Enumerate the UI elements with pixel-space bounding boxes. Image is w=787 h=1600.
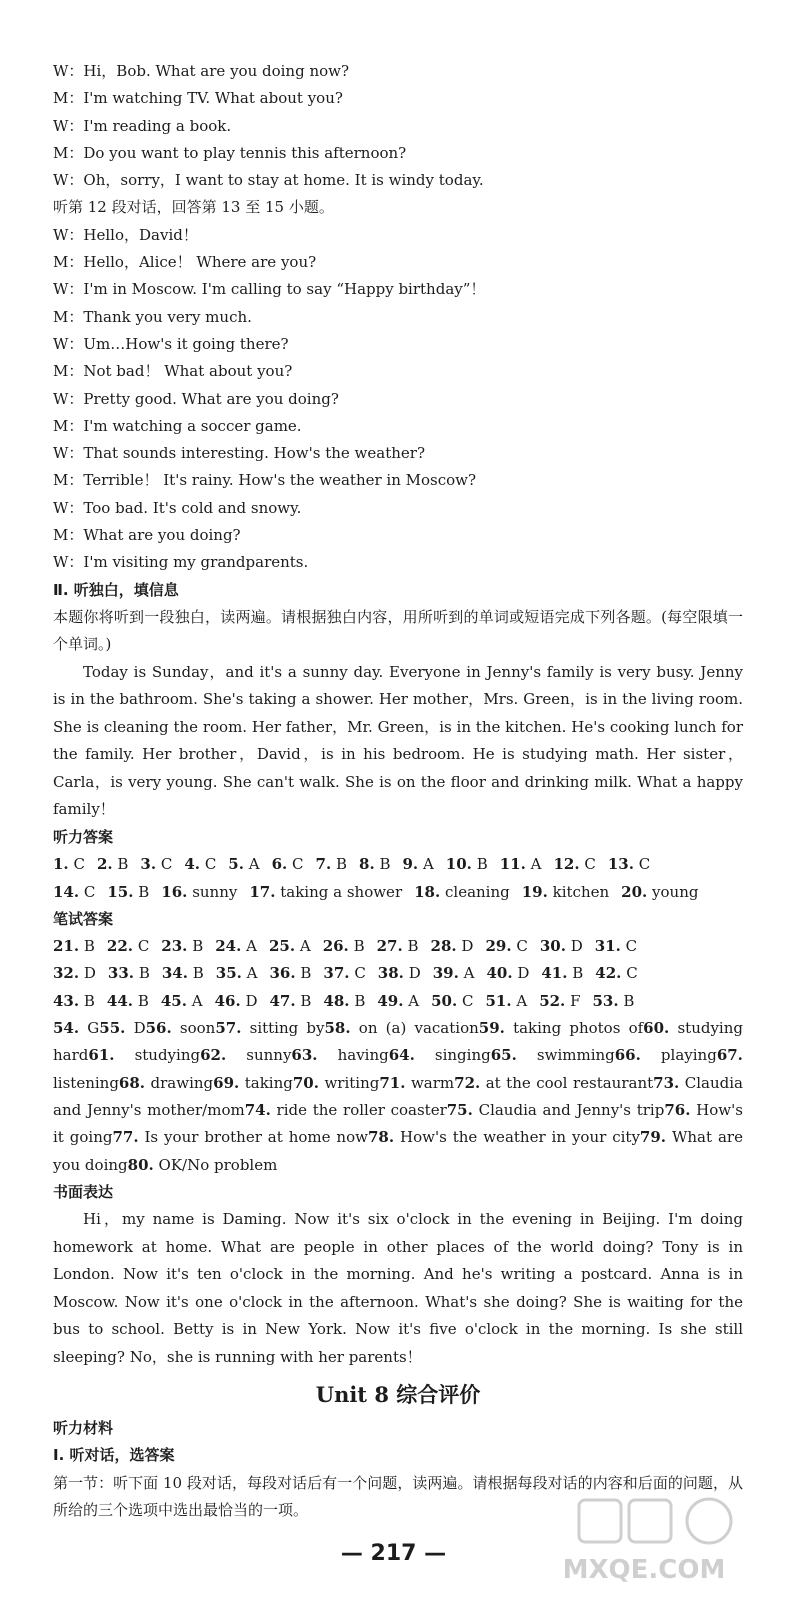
- answer-value: sunny: [246, 1046, 292, 1065]
- answer-number: 10.: [445, 855, 472, 874]
- answer-value: G: [87, 1019, 100, 1038]
- answer-item: [491, 1046, 615, 1064]
- answer-item: [323, 992, 365, 1010]
- written-answers-choices: [53, 933, 743, 1015]
- answer-item: [615, 1046, 717, 1064]
- dialog-line: W：Oh，sorry，I want to stay at home. It is windy today.: [53, 171, 484, 190]
- answer-value: D: [461, 937, 474, 956]
- answer-number: 66.: [614, 1046, 641, 1065]
- unit-title: Unit 8 综合评价: [315, 1382, 481, 1408]
- answer-number: 11.: [499, 855, 526, 874]
- answer-value: B: [138, 882, 150, 901]
- section-heading-monologue: Ⅱ. 听独白，填信息: [53, 580, 179, 599]
- answer-number: 31.: [594, 937, 621, 956]
- answer-value: drawing: [150, 1073, 214, 1092]
- answer-value: at the cool restaurant: [485, 1073, 654, 1092]
- answer-value: Claudia and Jenny's trip: [478, 1100, 665, 1119]
- answer-item: [215, 1019, 324, 1037]
- answer-number: 48.: [323, 991, 350, 1010]
- answer-number: 23.: [161, 937, 188, 956]
- answer-value: studying: [134, 1046, 201, 1065]
- answer-item: [215, 992, 258, 1010]
- answer-value: C: [83, 882, 96, 901]
- part1-instruction: 第一节：听下面 10 段对话，每段对话后有一个问题，读两遍。请根据每段对话的内容和后面的问题，从所给的三个选项中选出最恰当的一项。: [53, 1473, 743, 1520]
- answer-value: OK/No problem: [158, 1155, 278, 1174]
- answer-number: 7.: [315, 855, 332, 874]
- answer-item: [53, 992, 95, 1010]
- answer-value: writing: [324, 1073, 380, 1092]
- answer-value: B: [300, 991, 312, 1010]
- answer-number: 64.: [388, 1046, 415, 1065]
- answer-number: 43.: [53, 991, 80, 1010]
- answer-number: 70.: [292, 1073, 319, 1092]
- dialog-line: M：Terrible！ It's rainy. How's the weather in Moscow?: [53, 471, 477, 490]
- answer-number: 63.: [291, 1046, 318, 1065]
- answer-value: taking photos of: [513, 1019, 644, 1038]
- dialog-line: W：Um…How's it going there?: [53, 334, 289, 353]
- page-number: — 217 —: [340, 1541, 447, 1566]
- dialog-line: W：I'm visiting my grandparents.: [53, 553, 309, 572]
- dialog-line: M：I'm watching a soccer game.: [53, 416, 302, 435]
- answer-value: F: [570, 991, 581, 1010]
- answer-number: 38.: [377, 964, 404, 983]
- answer-item: [99, 1019, 145, 1037]
- answer-item: [228, 855, 259, 873]
- answer-item: [479, 1019, 643, 1037]
- answer-item: [539, 992, 580, 1010]
- answer-number: 60.: [643, 1019, 670, 1038]
- answer-number: 27.: [376, 937, 403, 956]
- answer-value: B: [300, 964, 312, 983]
- answer-item: [269, 937, 311, 955]
- answer-value: How's it going: [53, 1100, 743, 1147]
- answer-number: 3.: [140, 855, 157, 874]
- dialog-transcript: [53, 58, 743, 577]
- answer-number: 59.: [478, 1019, 505, 1038]
- answer-item: [593, 992, 635, 1010]
- answer-item: [377, 937, 419, 955]
- answer-value: swimming: [536, 1046, 615, 1065]
- answer-number: 79.: [639, 1128, 667, 1147]
- answer-value: sitting by: [249, 1019, 325, 1038]
- answer-value: B: [407, 937, 419, 956]
- answer-number: 77.: [112, 1128, 139, 1147]
- answer-item: [119, 1074, 213, 1092]
- monologue-passage: Today is Sunday，and it's a sunny day. Everyone in Jenny's family is very busy. Jenny is in the bathroom. She's taking a shower. Her mother，Mrs. Green，is in the living room. She is cleaning the room. Her father，Mr. Green，is in the kitchen. He's cooking lunch for the family. Her brother，David，is in his bedroom. He is studying math. Her sister，Carla，is very young. She can't walk. She is on the floor and drinking milk. What a happy family！: [53, 662, 743, 819]
- answer-item: [323, 964, 365, 982]
- answer-number: 72.: [454, 1073, 481, 1092]
- answer-item: [140, 855, 172, 873]
- answer-value: C: [626, 964, 638, 983]
- answer-item: [184, 855, 216, 873]
- answer-number: 1.: [53, 855, 69, 874]
- answer-number: 2.: [96, 855, 113, 874]
- answer-value: taking: [244, 1073, 293, 1092]
- answer-number: 76.: [664, 1100, 691, 1119]
- answer-number: 44.: [106, 991, 134, 1010]
- answer-item: [291, 1046, 388, 1064]
- dialog-line: W：I'm in Moscow. I'm calling to say “Happy birthday”！: [53, 280, 486, 299]
- answer-number: 78.: [367, 1128, 395, 1147]
- answer-number: 33.: [107, 964, 135, 983]
- answer-value: C: [638, 855, 651, 874]
- answer-number: 34.: [161, 964, 188, 983]
- answer-value: C: [354, 964, 366, 983]
- answer-number: 52.: [539, 991, 566, 1010]
- answer-number: 29.: [485, 937, 512, 956]
- answer-number: 41.: [541, 964, 568, 983]
- answer-item: [88, 1046, 200, 1064]
- answer-item: [146, 1019, 216, 1037]
- answer-number: 53.: [592, 991, 619, 1010]
- answer-item: [215, 937, 257, 955]
- answer-number: 5.: [228, 855, 244, 874]
- answer-item: [541, 964, 583, 982]
- answer-value: singing: [434, 1046, 491, 1065]
- answer-item: [447, 1101, 665, 1119]
- answer-number: 37.: [323, 964, 350, 983]
- answer-item: [608, 855, 650, 873]
- answer-item: [293, 1074, 380, 1092]
- answer-item: [323, 937, 365, 955]
- answer-value: B: [623, 991, 635, 1010]
- answer-item: [522, 883, 609, 901]
- listening-materials-heading: 听力材料: [53, 1419, 114, 1438]
- answer-value: D: [517, 964, 530, 983]
- writing-heading: 书面表达: [53, 1182, 114, 1201]
- dialog-line: M：Not bad！ What about you?: [53, 362, 293, 381]
- answer-number: 20.: [621, 882, 648, 901]
- dialog-line: M：What are you doing?: [53, 526, 241, 545]
- answer-value: C: [160, 855, 173, 874]
- answer-value: A: [408, 991, 420, 1010]
- answer-item: [53, 964, 96, 982]
- answer-row: [53, 960, 743, 987]
- page-content: [53, 58, 743, 1525]
- answer-item: [378, 964, 421, 982]
- answer-value: B: [476, 855, 488, 874]
- answer-item: [216, 964, 258, 982]
- answer-number: 22.: [106, 937, 134, 956]
- answer-number: 67.: [716, 1046, 743, 1065]
- watermark-text: MXQE.COM: [562, 1555, 726, 1585]
- answer-value: A: [463, 964, 475, 983]
- answer-item: [53, 1019, 99, 1037]
- writing-passage: Hi，my name is Daming. Now it's six o'clock in the evening in Beijing. I'm doing homework at home. What are people in other places of the world doing? Tony is in London. Now it's ten o'clock in the morning. And he's writing a postcard. Anna is in Moscow. Now it's one o'clock in the afternoon. What's she doing? She is waiting for the bus to school. Betty is in New York. Now it's five o'clock in the morning. Is she still sleeping? No，she is running with her parents！: [53, 1210, 743, 1366]
- answer-item: [540, 937, 583, 955]
- answer-number: 65.: [490, 1046, 517, 1065]
- answer-number: 30.: [539, 937, 566, 956]
- answer-number: 17.: [249, 882, 276, 901]
- answer-value: C: [625, 937, 638, 956]
- answer-number: 9.: [402, 855, 419, 874]
- dialog-line: W：I'm reading a book.: [53, 116, 232, 135]
- answer-number: 62.: [200, 1046, 227, 1065]
- answer-number: 40.: [486, 964, 513, 983]
- answer-value: B: [572, 964, 584, 983]
- answer-value: C: [584, 855, 596, 874]
- dialog-line: W：Too bad. It's cold and snowy.: [53, 498, 302, 517]
- answer-value: warm: [410, 1073, 455, 1092]
- answer-value: C: [204, 855, 217, 874]
- answer-item: [446, 855, 488, 873]
- answer-value: A: [248, 855, 260, 874]
- answer-number: 69.: [213, 1073, 240, 1092]
- answer-value: D: [83, 964, 96, 983]
- answer-value: B: [354, 991, 366, 1010]
- answer-item: [213, 1074, 293, 1092]
- answer-number: 35.: [215, 964, 242, 983]
- answer-value: D: [570, 937, 583, 956]
- answer-number: 25.: [268, 937, 296, 956]
- answer-item: [485, 937, 527, 955]
- answer-value: Claudia and Jenny's mother/mom: [53, 1073, 743, 1119]
- answer-number: 19.: [521, 882, 548, 901]
- answer-value: A: [191, 991, 203, 1010]
- answer-item: [414, 883, 510, 901]
- answer-number: 45.: [160, 991, 187, 1010]
- answer-value: D: [408, 964, 421, 983]
- answer-number: 55.: [99, 1019, 126, 1038]
- answer-number: 71.: [379, 1073, 406, 1092]
- answer-item: [97, 855, 128, 873]
- dialog-line: M：Thank you very much.: [53, 307, 252, 326]
- answer-value: B: [353, 937, 365, 956]
- answer-value: B: [83, 937, 95, 956]
- answer-number: 24.: [215, 937, 242, 956]
- answer-number: 56.: [145, 1019, 172, 1038]
- answer-item: [316, 855, 347, 873]
- answer-value: A: [246, 937, 257, 956]
- answer-item: [486, 964, 529, 982]
- answer-item: [112, 1128, 368, 1146]
- answer-value: A: [299, 937, 311, 956]
- answer-value: C: [516, 937, 528, 956]
- answer-number: 68.: [118, 1073, 146, 1092]
- answer-value: C: [292, 855, 304, 874]
- answer-value: A: [516, 991, 528, 1010]
- answer-item: [595, 964, 637, 982]
- answer-value: B: [137, 991, 149, 1010]
- answer-number: 32.: [53, 964, 80, 983]
- answer-number: 73.: [653, 1073, 680, 1092]
- dialog-line: M：Hello，Alice！ Where are you?: [53, 253, 317, 272]
- answer-item: [325, 1019, 479, 1037]
- answer-item: [270, 964, 312, 982]
- part1-heading: Ⅰ. 听对话，选答案: [53, 1446, 175, 1465]
- answer-value: having: [337, 1046, 389, 1065]
- answer-stamp-icon: [579, 1499, 731, 1543]
- answer-value: taking a shower: [280, 882, 403, 901]
- answer-item: [200, 1046, 291, 1064]
- answer-item: [377, 992, 419, 1010]
- answer-item: [621, 883, 698, 901]
- answer-number: 49.: [377, 991, 404, 1010]
- answer-value: C: [137, 937, 150, 956]
- answer-value: B: [138, 964, 150, 983]
- answer-item: [107, 992, 149, 1010]
- answer-value: A: [530, 855, 542, 874]
- answer-value: sunny: [192, 882, 238, 901]
- answer-value: studying hard: [53, 1019, 743, 1065]
- answer-value: A: [246, 964, 258, 983]
- answer-number: 18.: [414, 882, 441, 901]
- dialog-line: W：Hi，Bob. What are you doing now?: [53, 62, 350, 80]
- answer-item: [107, 937, 149, 955]
- written-answers-text: [53, 1015, 743, 1179]
- answer-item: [53, 937, 95, 955]
- answer-value: on (a) vacation: [358, 1019, 479, 1038]
- answer-number: 61.: [88, 1046, 115, 1065]
- answer-item: [249, 883, 402, 901]
- answer-value: D: [245, 991, 258, 1010]
- answer-number: 28.: [430, 937, 457, 956]
- dialog-line: W：Pretty good. What are you doing?: [53, 389, 339, 408]
- answer-value: C: [461, 991, 474, 1010]
- answer-item: [431, 937, 474, 955]
- answer-value: A: [422, 855, 434, 874]
- listening-answers-heading: 听力答案: [53, 827, 114, 846]
- dialog-line: W：That sounds interesting. How's the weather?: [53, 444, 425, 463]
- written-answers-heading: 笔试答案: [53, 909, 114, 928]
- answer-value: B: [379, 855, 391, 874]
- listening-answers-line-2: [53, 879, 743, 906]
- answer-item: [161, 992, 203, 1010]
- answer-item: [161, 937, 203, 955]
- answer-value: kitchen: [552, 882, 610, 901]
- answer-number: 50.: [431, 991, 458, 1010]
- answer-value: young: [652, 882, 699, 901]
- answer-number: 58.: [324, 1019, 351, 1038]
- answer-number: 26.: [322, 937, 349, 956]
- answer-item: [161, 883, 237, 901]
- answer-number: 6.: [271, 855, 288, 874]
- answer-number: 47.: [269, 991, 296, 1010]
- answer-number: 54.: [53, 1019, 80, 1038]
- dialog-line: W：Hello，David！: [53, 225, 198, 244]
- answer-item: [454, 1074, 653, 1092]
- answer-number: 16.: [161, 882, 188, 901]
- answer-value: D: [133, 1019, 146, 1038]
- answer-item: [500, 855, 542, 873]
- answer-value: playing: [660, 1046, 717, 1065]
- answer-item: [485, 992, 527, 1010]
- answer-item: [53, 855, 85, 873]
- answer-number: 8.: [359, 855, 375, 874]
- answer-value: B: [192, 964, 204, 983]
- answer-number: 12.: [553, 855, 580, 874]
- answer-item: [379, 1074, 454, 1092]
- answer-number: 75.: [446, 1100, 473, 1119]
- answer-item: [403, 855, 434, 873]
- answer-number: 74.: [244, 1100, 271, 1119]
- answer-item: [108, 964, 150, 982]
- answer-number: 15.: [107, 882, 134, 901]
- dialog-line: M：Do you want to play tennis this afternoon?: [53, 143, 407, 162]
- answer-value: B: [335, 855, 348, 874]
- answer-number: 13.: [607, 855, 634, 874]
- dialog-line: M：I'm watching TV. What about you?: [53, 89, 343, 108]
- answer-number: 51.: [485, 991, 512, 1010]
- answer-item: [128, 1156, 278, 1174]
- answer-number: 46.: [214, 991, 241, 1010]
- answer-item: [53, 883, 95, 901]
- answer-value: B: [117, 855, 129, 874]
- answer-item: [433, 964, 475, 982]
- answer-number: 42.: [595, 964, 622, 983]
- answer-item: [431, 992, 473, 1010]
- answer-item: [245, 1101, 447, 1119]
- answer-number: 57.: [215, 1019, 242, 1038]
- answer-item: [270, 992, 312, 1010]
- answer-row: [53, 933, 743, 960]
- monologue-instruction: 本题你将听到一段独白，读两遍。请根据独白内容，用所听到的单词或短语完成下列各题。(每空限填一个单词。): [53, 607, 743, 654]
- answer-item: [359, 855, 390, 873]
- answer-row: [53, 988, 743, 1015]
- answer-number: 39.: [432, 964, 459, 983]
- answer-item: [389, 1046, 491, 1064]
- answer-value: What are you doing: [53, 1128, 743, 1174]
- answer-number: 14.: [53, 882, 80, 901]
- answer-value: cleaning: [445, 882, 510, 901]
- answer-value: soon: [179, 1019, 216, 1038]
- answer-value: Is your brother at home now: [144, 1128, 368, 1147]
- answer-number: 4.: [184, 855, 201, 874]
- answer-number: 36.: [269, 964, 296, 983]
- answer-value: ride the roller coaster: [276, 1100, 447, 1119]
- answer-value: B: [192, 937, 204, 956]
- answer-item: [162, 964, 204, 982]
- dialog-line: 听第 12 段对话，回答第 13 至 15 小题。: [53, 198, 334, 217]
- answer-number: 21.: [53, 937, 80, 956]
- answer-item: [107, 883, 149, 901]
- answer-number: 80.: [127, 1155, 154, 1174]
- answer-value: B: [83, 991, 95, 1010]
- answer-value: listening: [53, 1073, 119, 1092]
- answer-item: [368, 1128, 640, 1146]
- watermark-logo: [519, 1494, 769, 1586]
- answer-value: C: [73, 855, 85, 874]
- answer-item: [595, 937, 637, 955]
- listening-answers-line-1: [53, 851, 743, 878]
- answer-item: [553, 855, 595, 873]
- answer-value: How's the weather in your city: [400, 1128, 640, 1147]
- answer-item: [272, 855, 304, 873]
